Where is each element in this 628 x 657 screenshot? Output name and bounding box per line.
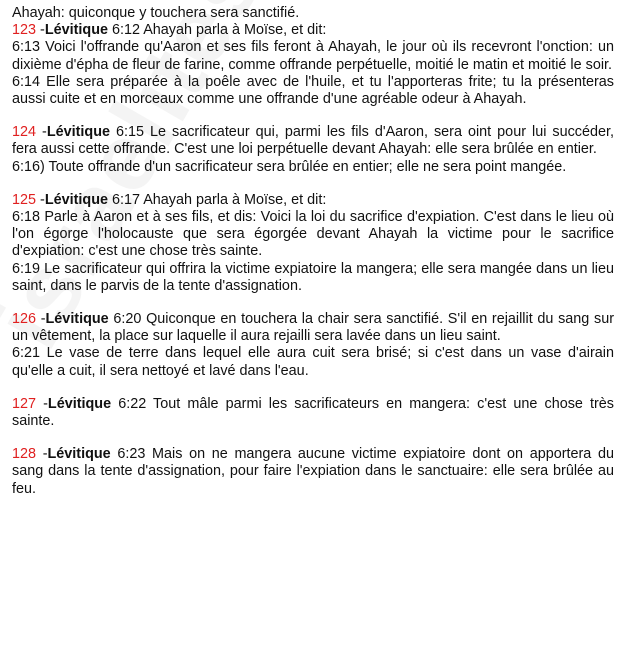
entry-separator: -	[36, 446, 48, 463]
verse-text: 6:20 Quiconque en touchera la chair sera sanctifié. S'il en rejaillit du sang sur un vêtement, la place sur laquelle il aura rejailli sera lavée dans un lieu saint.	[12, 311, 614, 345]
entry-separator: -	[36, 124, 47, 141]
intro-line: Ahayah: quiconque y touchera sera sanctifié.	[12, 5, 300, 21]
entry-separator: -	[36, 191, 45, 208]
entry-first-line	[12, 396, 614, 430]
entry-number: 124	[12, 124, 37, 141]
verse-text: 6:12 Ahayah parla à Moïse, et dit:	[107, 22, 327, 39]
entry-first-line	[12, 22, 614, 39]
verse-text: 6:23 Mais on ne mangera aucune victime expiatoire dont on apportera du sang dans la tente d'assignation, pour faire l'expiation dans le sanctuaire: elle sera brûlée au feu.	[12, 446, 614, 497]
verse-entry	[12, 311, 614, 380]
entry-first-line	[12, 192, 614, 209]
verse-entry	[12, 446, 614, 498]
verse-text: 6:17 Ahayah parla à Moïse, et dit:	[107, 191, 327, 208]
book-name: Lévitique	[47, 395, 112, 412]
verse-line: 6:13 Voici l'offrande qu'Aaron et ses fils feront à Ahayah, le jour où ils recevront l'onction: un dixième d'épha de fleur de farine, comme offrande perpétuelle, moitié le matin et moitié le soir.	[12, 39, 614, 73]
book-name: Lévitique	[47, 446, 111, 463]
verse-line: 6:16) Toute offrande d'un sacrificateur sera brûlée en entier; elle ne sera point mangée.	[12, 158, 567, 175]
document-content	[12, 5, 614, 498]
entry-number: 126	[12, 311, 37, 328]
verse-entry	[12, 192, 614, 295]
verse-entry	[12, 396, 614, 430]
entry-number: 128	[12, 446, 37, 463]
book-name: Lévitique	[46, 124, 110, 141]
entry-first-line	[12, 124, 614, 158]
verse-line: 6:14 Elle sera préparée à la poêle avec de l'huile, et tu l'apporteras frite; tu la présenteras aussi cuite et en morceaux comme une offrande d'une agréable odeur à Ahayah.	[12, 73, 614, 108]
verse-entry	[12, 124, 614, 176]
book-name: Lévitique	[44, 22, 108, 39]
verse-text: 6:22 Tout mâle parmi les sacrificateurs en mangera: c'est une chose très sainte.	[12, 395, 614, 430]
entry-separator: -	[36, 311, 46, 328]
book-name: Lévitique	[45, 311, 109, 328]
verse-entry	[12, 22, 614, 108]
verse-line: 6:19 Le sacrificateur qui offrira la victime expiatoire la mangera; elle sera mangée dans un lieu saint, dans le parvis de la tente d'assignation.	[12, 260, 614, 294]
entry-first-line	[12, 446, 614, 498]
entry-first-line	[12, 311, 614, 345]
entry-number: 125	[12, 191, 37, 208]
entry-separator: -	[36, 395, 48, 412]
verse-line: 6:21 Le vase de terre dans lequel elle aura cuit sera brisé; si c'est dans un vase d'airain qu'elle a cuit, il sera nettoyé et lavé dans l'eau.	[12, 345, 614, 379]
entry-separator: -	[36, 22, 45, 39]
entry-number: 127	[12, 395, 37, 412]
entries-list	[12, 22, 614, 498]
book-name: Lévitique	[44, 191, 108, 208]
verse-text: 6:15 Le sacrificateur qui, parmi les fils d'Aaron, sera oint pour lui succéder, fera aussi cette offrande. C'est une loi perpétuelle devant Ahayah: elle sera brûlée en entier.	[12, 124, 614, 158]
verse-line: 6:18 Parle à Aaron et à ses fils, et dis: Voici la loi du sacrifice d'expiation. C'est dans le lieu où l'on égorge l'holocauste que sera égorgée devant Ahayah la victime pour le sacrifice d'expiation: c'est une chose très sainte.	[12, 209, 614, 260]
entry-number: 123	[12, 22, 37, 39]
